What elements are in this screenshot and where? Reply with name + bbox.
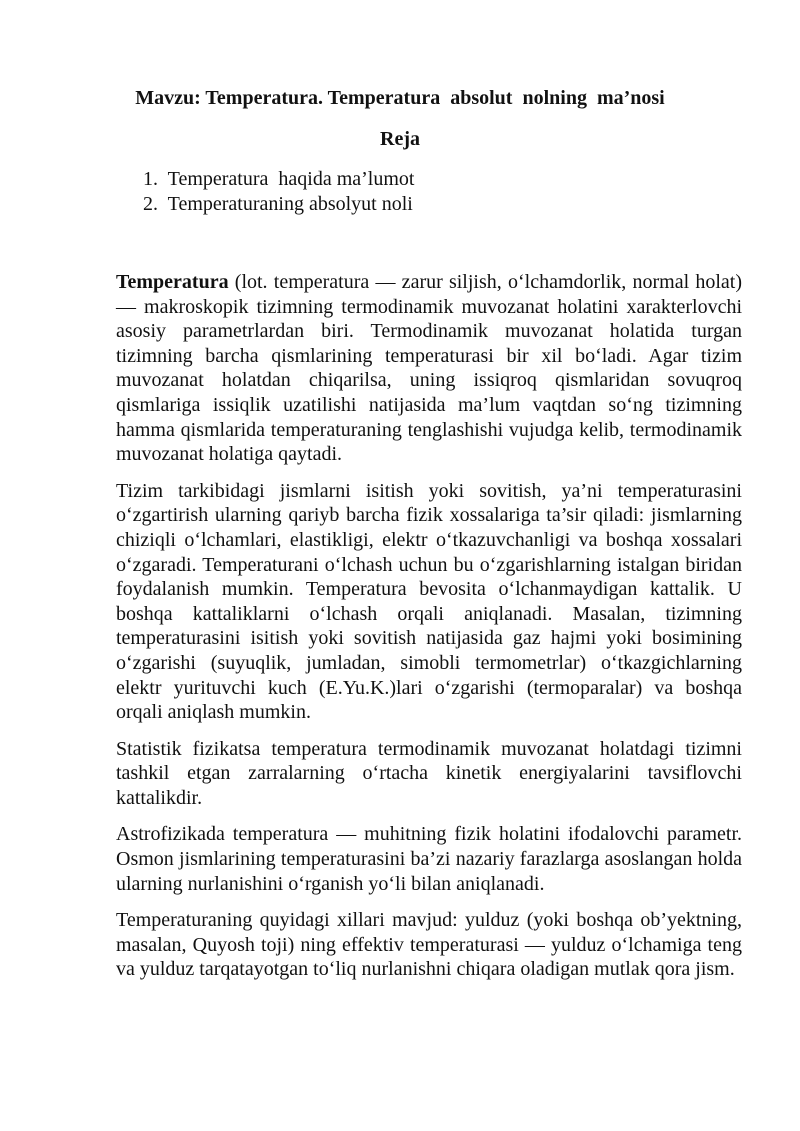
term-temperatura: Temperatura xyxy=(116,271,229,293)
plan-item-label: Temperaturaning absolyut noli xyxy=(167,193,413,215)
paragraph-statistical-physics: Statistik fizikatsa temperatura termodinamik muvozanat holatdagi tizimni tashkil etgan zarralarning oʻrtacha kinetik energiyalarini tavsiflovchi kattalikdir. xyxy=(116,737,742,809)
paragraph-definition xyxy=(116,270,742,467)
paragraph-definition-text: (lot. temperatura — zarur siljish, oʻlchamdorlik, normal holat) — makroskopik tizimning termodinamik muvozanat holatini xarakterlovchi asosiy parametrlardan biri. Termodinamik muvozanat holatida turgan tizimning barcha qismlarining temperaturasi bir xil boʻladi. Agar tizim muvozanat holatdan chiqarilsa, uning issiqroq qismlaridan sovuqroq qismlariga issiqlik uzatilishi natijasida ma’lum vaqtdan soʻng tizimning hamma qismlarida temperaturaning tenglashishi vujudga kelib, termodinamik muvozanat holatiga qaytadi. xyxy=(116,271,742,466)
plan-heading: Reja xyxy=(380,128,420,150)
paragraph-temperature-types: Temperaturaning quyidagi xillari mavjud: yulduz (yoki boshqa ob’yektning, masalan, Quyosh toji) ning effektiv temperaturasi — yulduz oʻlchamiga teng va yulduz tarqatayotgan toʻliq nurlanishni chiqara oladigan mutlak qora jism. xyxy=(116,909,742,981)
plan-item xyxy=(143,192,414,217)
paragraph-astrophysics: Astrofizikada temperatura — muhitning fizik holatini ifodalovchi parametr. Osmon jismlarining temperaturasini ba’zi nazariy farazlarga asoslangan holda ularning nurlanishini oʻrganish yoʻli bilan aniqlanadi. xyxy=(116,823,742,895)
plan-item-number: 2. xyxy=(143,193,158,215)
plan-list xyxy=(143,167,414,217)
document-title: Mavzu: Temperatura. Temperatura absolut nolning ma’nosi xyxy=(135,87,665,109)
plan-item-number: 1. xyxy=(143,168,158,190)
document-body xyxy=(116,270,742,994)
plan-item-label: Temperatura haqida ma’lumot xyxy=(167,168,415,190)
paragraph-measurement: Tizim tarkibidagi jismlarni isitish yoki sovitish, ya’ni temperaturasini oʻzgartirish ularning qariyb barcha fizik xossalariga ta’sir qiladi: jismlarning chiziqli oʻlchamlari, elastikligi, elektr oʻtkazuvchanligi va boshqa xossalari oʻzgaradi. Temperaturani oʻlchash uchun bu oʻzgarishlarning istalgan biridan foydalanish mumkin. Temperatura bevosita oʻlchanmaydigan kattalik. U boshqa kattaliklarni oʻlchash orqali aniqlanadi. Masalan, tizimning temperaturasini isitish yoki sovitish natijasida gaz hajmi yoki bosimining oʻzgarishi (suyuqlik, jumladan, simobli termometrlar) oʻtkazgichlarning elektr yurituvchi kuch (E.Yu.K.)lari oʻzgarishi (termoparalar) va boshqa orqali aniqlash mumkin. xyxy=(116,479,742,724)
plan-item xyxy=(143,167,414,192)
